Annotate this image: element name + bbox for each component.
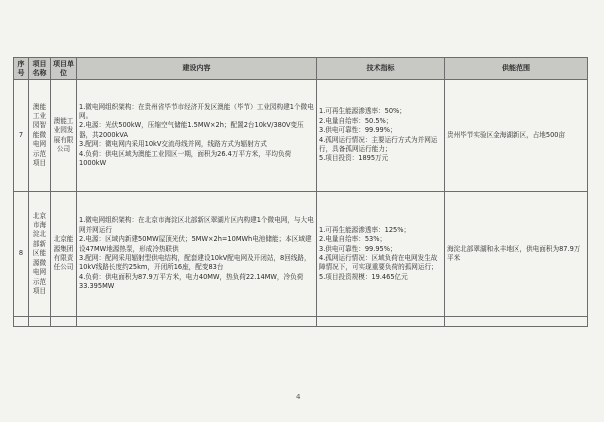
- project-table: [13, 57, 588, 327]
- row-tech-index: [317, 80, 445, 192]
- content-line: 1.微电网组织架构：在北京市海淀区北部新区翠湖片区内构建1个微电网，与大电网并网运行: [79, 216, 314, 234]
- content-line: 4.负荷：供电区域为澳能工业园区一期，面积为26.4万平方米，平均负荷1000kW: [79, 149, 292, 168]
- row-project-name: 北京市海淀北部新区能源微电网示范项目: [29, 192, 51, 317]
- header-project-unit: 项目单位: [51, 58, 77, 80]
- row-supply-scope: 贵州毕节实验区金海湖新区，占地500亩: [445, 80, 588, 192]
- row-project-unit: 澳能工业园发展有限公司: [51, 80, 77, 192]
- header-project-name: 项目名称: [29, 58, 51, 80]
- header-supply-scope: 供能范围: [445, 58, 588, 80]
- content-line: 3.配网：微电网内采用10kV交流母线并网，线路方式为辐射方式: [79, 140, 267, 149]
- tech-line: 1.可再生能源渗透率：50%；: [319, 107, 406, 116]
- row-tech-index: [317, 192, 445, 317]
- page-number: 4: [296, 393, 301, 401]
- row-seq: 7: [14, 80, 29, 192]
- header-content: 建设内容: [77, 58, 317, 80]
- row-project-unit: 北京能源集团有限责任公司: [51, 192, 77, 317]
- table-row-empty: [14, 317, 588, 327]
- tech-line: 1.可再生能源渗透率：125%；: [319, 225, 411, 234]
- table-row: [14, 80, 588, 192]
- row-project-name: 澳能工业园智能微电网示范项目: [29, 80, 51, 192]
- content-line: 3.配网：配网采用辐射型供电结构，配套建设10kV配电网及开闭站，8回线路，10kV线路长度约25km，开闭所16座，配变83台: [79, 254, 311, 272]
- tech-line: 5.项目投资规模：19.465亿元: [319, 272, 408, 281]
- tech-line: 2.电量自给率：53%；: [319, 235, 387, 244]
- row-content: [77, 80, 317, 192]
- tech-line: 3.供电可靠性：99.99%；: [319, 126, 397, 135]
- content-line: 2.电源：区域内新建50MW屋顶光伏；5MW×2h=10MWh电池储能；本区域建设47MW地源热泵，形成冷热联供: [79, 235, 312, 253]
- tech-line: 2.电量自给率：50.5%；: [319, 116, 393, 125]
- tech-line: 4.孤网运行情况：主要运行方式为并网运行，具备孤网运行能力；: [319, 135, 438, 153]
- row-seq: 8: [14, 192, 29, 317]
- table-row: [14, 192, 588, 317]
- tech-line: 5.项目投资：1895万元: [319, 154, 389, 163]
- row-content: [77, 192, 317, 317]
- header-tech-index: 技术指标: [317, 58, 445, 80]
- content-line: 1.微电网组织架构：在贵州省毕节市经济开发区澳能（毕节）工业园构建1个微电网。: [79, 102, 314, 120]
- table-header-row: [14, 58, 588, 80]
- content-line: 4.负荷：供电面积为87.9万平方米，电力40MW，热负荷22.14MW，冷负荷33.395MW: [79, 272, 304, 291]
- content-line: 2.电源：光伏500kW，压缩空气储能1.5MW×2h；配置2台10kV/380V变压器，共2000kVA: [79, 121, 304, 139]
- row-supply-scope: 海淀北部翠湖和永丰地区，供电面积为87.9万平米: [445, 192, 588, 317]
- header-seq: 序号: [14, 58, 29, 80]
- tech-line: 3.供电可靠性：99.95%；: [319, 244, 397, 253]
- tech-line: 4.孤网运行情况：区域负荷在电网发生故障情况下，可实现重要负荷的孤网运行；: [319, 254, 438, 272]
